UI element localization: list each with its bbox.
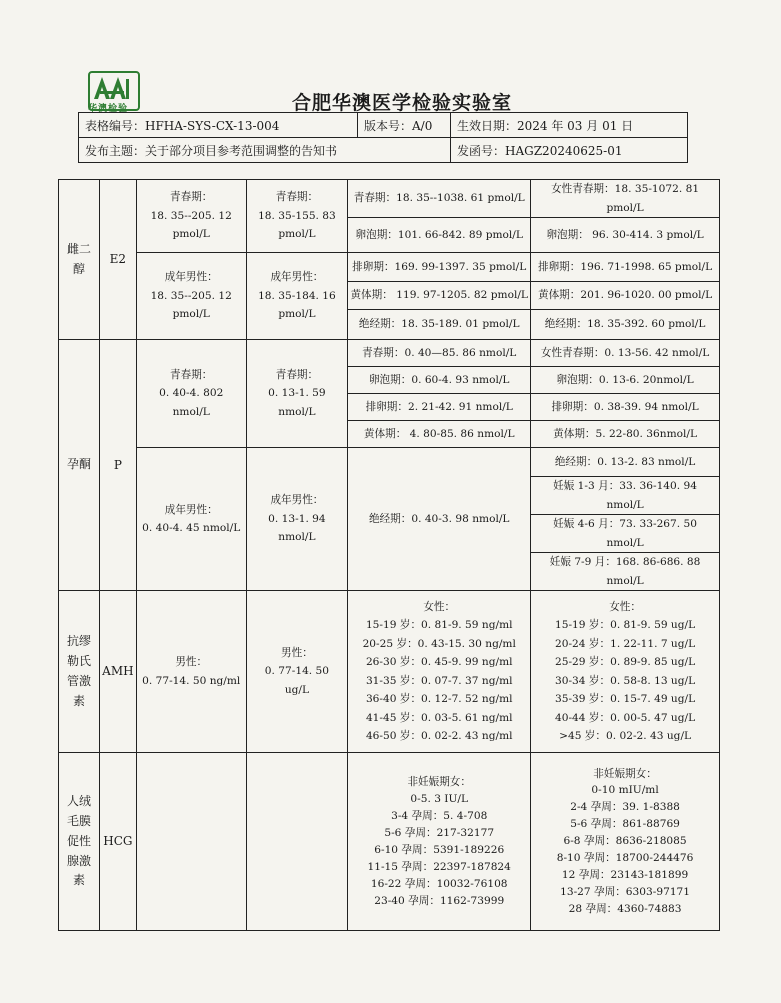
e2-old-female-3: 排卵期：169. 99-1397. 35 pmol/L xyxy=(348,253,531,282)
item-code-e2: E2 xyxy=(99,180,136,340)
p-old-female-2: 卵泡期：0. 60-4. 93 nmol/L xyxy=(348,367,531,394)
p-old-female-1: 青春期：0. 40—85. 86 nmol/L xyxy=(348,340,531,367)
e2-new-female-5: 绝经期：18. 35-392. 60 pmol/L xyxy=(531,310,720,340)
e2-new-male-teen: 青春期： 18. 35-155. 83 pmol/L xyxy=(246,180,348,253)
e2-new-female-3: 排卵期：196. 71-1998. 65 pmol/L xyxy=(531,253,720,282)
header-table xyxy=(78,112,688,163)
amh-new-male: 男性： 0. 77-14. 50 ug/L xyxy=(246,591,348,753)
p-old-female-3: 排卵期：2. 21-42. 91 nmol/L xyxy=(348,394,531,421)
p-new-female-1: 女性青春期：0. 13-56. 42 nmol/L xyxy=(531,340,720,367)
item-name-p: 孕酮 xyxy=(59,340,100,591)
reference-range-table xyxy=(58,179,720,931)
item-code-hcg: HCG xyxy=(99,753,136,931)
p-old-male-teen: 青春期： 0. 40-4. 802 nmol/L xyxy=(136,340,246,448)
hcg-new-male xyxy=(246,753,348,931)
p-new-female-6: 妊娠 1-3 月：33. 36-140. 94 nmol/L xyxy=(531,477,720,515)
e2-old-male-adult: 成年男性： 18. 35--205. 12 pmol/L xyxy=(136,253,246,340)
p-new-female-4: 黄体期：5. 22-80. 36nmol/L xyxy=(531,421,720,448)
e2-old-female-2: 卵泡期：101. 66-842. 89 pmol/L xyxy=(348,218,531,253)
logo-text: 华澳检验 xyxy=(88,104,129,114)
p-new-female-3: 排卵期：0. 38-39. 94 nmol/L xyxy=(531,394,720,421)
item-name-hcg: 人绒 毛膜 促性 腺激 素 xyxy=(59,753,100,931)
e2-old-female-4: 黄体期： 119. 97-1205. 82 pmol/L xyxy=(348,282,531,310)
p-new-female-5: 绝经期：0. 13-2. 83 nmol/L xyxy=(531,448,720,477)
e2-old-female-1: 青春期：18. 35--1038. 61 pmol/L xyxy=(348,180,531,218)
amh-old-male: 男性： 0. 77-14. 50 ng/ml xyxy=(136,591,246,753)
e2-new-female-1: 女性青春期：18. 35-1072. 81 pmol/L xyxy=(531,180,720,218)
e2-old-female-5: 绝经期：18. 35-189. 01 pmol/L xyxy=(348,310,531,340)
item-name-amh: 抗缪 勒氏 管激 素 xyxy=(59,591,100,753)
lab-name: 合肥华澳医学检验实验室 xyxy=(292,92,513,114)
amh-new-female: 女性： 15-19 岁：0. 81-9. 59 ug/L 20-24 岁：1. 22-11. 7 ug/L 25-29 岁：0. 89-9. 85 ug/L 30-34 岁：0. 58-8. 13 ug/L 35-39 岁：0. 15-7. 49 ug/L 40-44 岁：0. 00-5. 47 ug/L >45 岁：0. 02-2. 43 ug/L xyxy=(531,591,720,753)
hcg-old-female: 非妊娠期女： 0-5. 3 IU/L 3-4 孕周：5. 4-708 5-6 孕周：217-32177 6-10 孕周：5391-189226 11-15 孕周：22397-187824 16-22 孕周：10032-76108 23-40 孕周：1162-73999 xyxy=(348,753,531,931)
p-new-male-teen: 青春期： 0. 13-1. 59 nmol/L xyxy=(246,340,348,448)
hcg-new-female: 非妊娠期女： 0-10 mIU/ml 2-4 孕周：39. 1-8388 5-6 孕周：861-88769 6-8 孕周：8636-218085 8-10 孕周：18700-244476 12 孕周：23143-181899 13-27 孕周：6303-97171 28 孕周：4360-74883 xyxy=(531,753,720,931)
p-new-female-7: 妊娠 4-6 月：73. 33-267. 50 nmol/L xyxy=(531,515,720,553)
p-new-male-adult: 成年男性： 0. 13-1. 94 nmol/L xyxy=(246,448,348,591)
hcg-old-male xyxy=(136,753,246,931)
e2-new-male-adult: 成年男性： 18. 35-184. 16 pmol/L xyxy=(246,253,348,340)
e2-new-female-4: 黄体期：201. 96-1020. 00 pmol/L xyxy=(531,282,720,310)
p-old-female-4: 黄体期： 4. 80-85. 86 nmol/L xyxy=(348,421,531,448)
p-new-female-8: 妊娠 7-9 月：168. 86-686. 88 nmol/L xyxy=(531,553,720,591)
subject: 发布主题：关于部分项目参考范围调整的告知书 xyxy=(79,138,451,163)
p-new-female-2: 卵泡期：0. 13-6. 20nmol/L xyxy=(531,367,720,394)
item-code-amh: AMH xyxy=(99,591,136,753)
e2-old-male-teen: 青春期： 18. 35--205. 12 pmol/L xyxy=(136,180,246,253)
effective-date: 生效日期：2024 年 03 月 01 日 xyxy=(451,113,688,138)
p-old-female-5: 绝经期：0. 40-3. 98 nmol/L xyxy=(348,448,531,591)
e2-new-female-2: 卵泡期： 96. 30-414. 3 pmol/L xyxy=(531,218,720,253)
item-name-e2: 雌二 醇 xyxy=(59,180,100,340)
version: 版本号：A/0 xyxy=(358,113,451,138)
letter-no: 发函号：HAGZ20240625-01 xyxy=(451,138,688,163)
p-old-male-adult: 成年男性： 0. 40-4. 45 nmol/L xyxy=(136,448,246,591)
item-code-p: P xyxy=(99,340,136,591)
form-no: 表格编号：HFHA-SYS-CX-13-004 xyxy=(79,113,358,138)
amh-old-female: 女性： 15-19 岁：0. 81-9. 59 ng/ml 20-25 岁：0. 43-15. 30 ng/ml 26-30 岁：0. 45-9. 99 ng/ml 31-35 岁：0. 07-7. 37 ng/ml 36-40 岁：0. 12-7. 52 ng/ml 41-45 岁：0. 03-5. 61 ng/ml 46-50 岁：0. 02-2. 43 ng/ml xyxy=(348,591,531,753)
